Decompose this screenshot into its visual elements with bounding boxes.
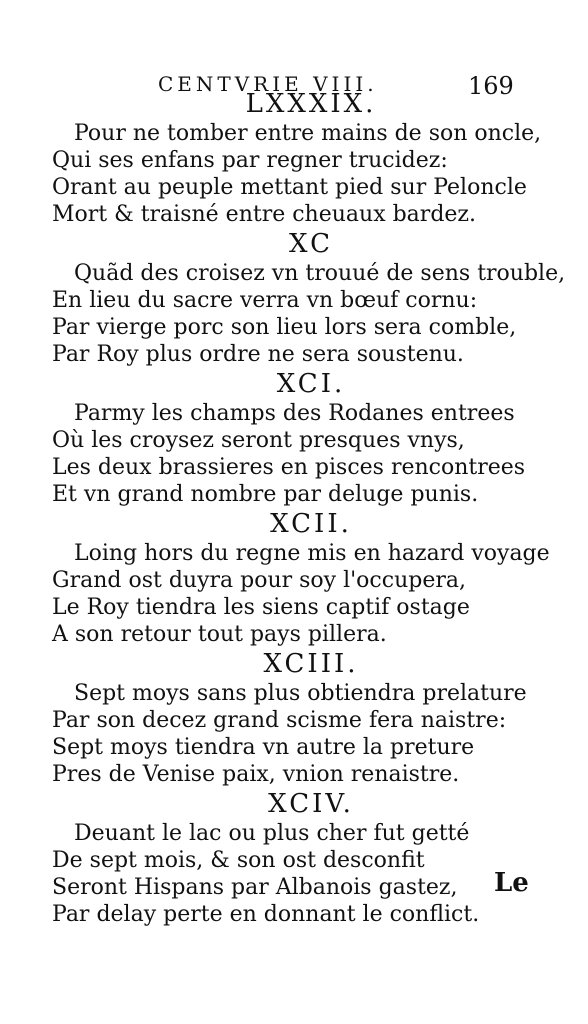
verse-line: Pour ne tomber entre mains de son oncle, <box>74 121 542 146</box>
verse-line: Où les croysez seront presques vnys, <box>52 428 465 453</box>
catchword: Le <box>494 868 529 898</box>
page-number: 169 <box>468 72 514 100</box>
verse-line: Le Roy tiendra les siens captif ostage <box>52 595 470 620</box>
verse-line: Pres de Venise paix, vnion renaistre. <box>52 762 460 787</box>
verse-line: Par Roy plus ordre ne sera soustenu. <box>52 342 464 367</box>
quatrain-91 <box>0 368 588 508</box>
verse-line: Seront Hispans par Albanois gastez, <box>52 875 458 900</box>
quatrain-heading: XCIII. <box>263 649 359 679</box>
quatrain-heading: LXXXIX. <box>245 89 377 119</box>
quatrain-90 <box>0 228 588 368</box>
poem-body <box>0 88 588 928</box>
verse-line: Qui ses enfans par regner trucidez: <box>52 148 448 173</box>
quatrain-92 <box>0 508 588 648</box>
verse-line: Par delay perte en donnant le conflict. <box>52 902 480 927</box>
verse-line: Par vierge porc son lieu lors sera comble, <box>52 315 517 340</box>
verse-line: Orant au peuple mettant pied sur Peloncle <box>52 175 527 200</box>
quatrain-heading: XCIV. <box>268 789 354 819</box>
running-title: CENTVRIE VIII. <box>158 72 378 96</box>
verse-line: Par son decez grand scisme fera naistre: <box>52 708 507 733</box>
quatrain-93 <box>0 648 588 788</box>
verse-line: De sept mois, & son ost desconfit <box>52 848 425 873</box>
verse-line: Deuant le lac ou plus cher fut getté <box>74 821 470 846</box>
verse-line: En lieu du sacre verra vn bœuf cornu: <box>52 288 478 313</box>
verse-line: Mort & traisné entre cheuaux bardez. <box>52 202 477 227</box>
verse-line: Sept moys sans plus obtiendra prelature <box>74 681 527 706</box>
quatrain-94 <box>0 788 588 928</box>
quatrain-heading: XCII. <box>270 509 352 539</box>
quatrain-heading: XCI. <box>276 369 346 399</box>
verse-line: Grand ost duyra pour soy l'occupera, <box>52 568 466 593</box>
quatrain-heading: XC <box>289 229 333 259</box>
verse-line: Parmy les champs des Rodanes entrees <box>74 401 515 426</box>
verse-line: Quãd des croisez vn trouué de sens trouble, <box>74 261 566 286</box>
verse-line: Loing hors du regne mis en hazard voyage <box>74 541 550 566</box>
verse-line: Sept moys tiendra vn autre la preture <box>52 735 475 760</box>
verse-line: Les deux brassieres en pisces rencontrees <box>52 455 526 480</box>
verse-line: A son retour tout pays pillera. <box>52 622 387 647</box>
verse-line: Et vn grand nombre par deluge punis. <box>52 482 479 507</box>
quatrain-89 <box>0 88 588 228</box>
